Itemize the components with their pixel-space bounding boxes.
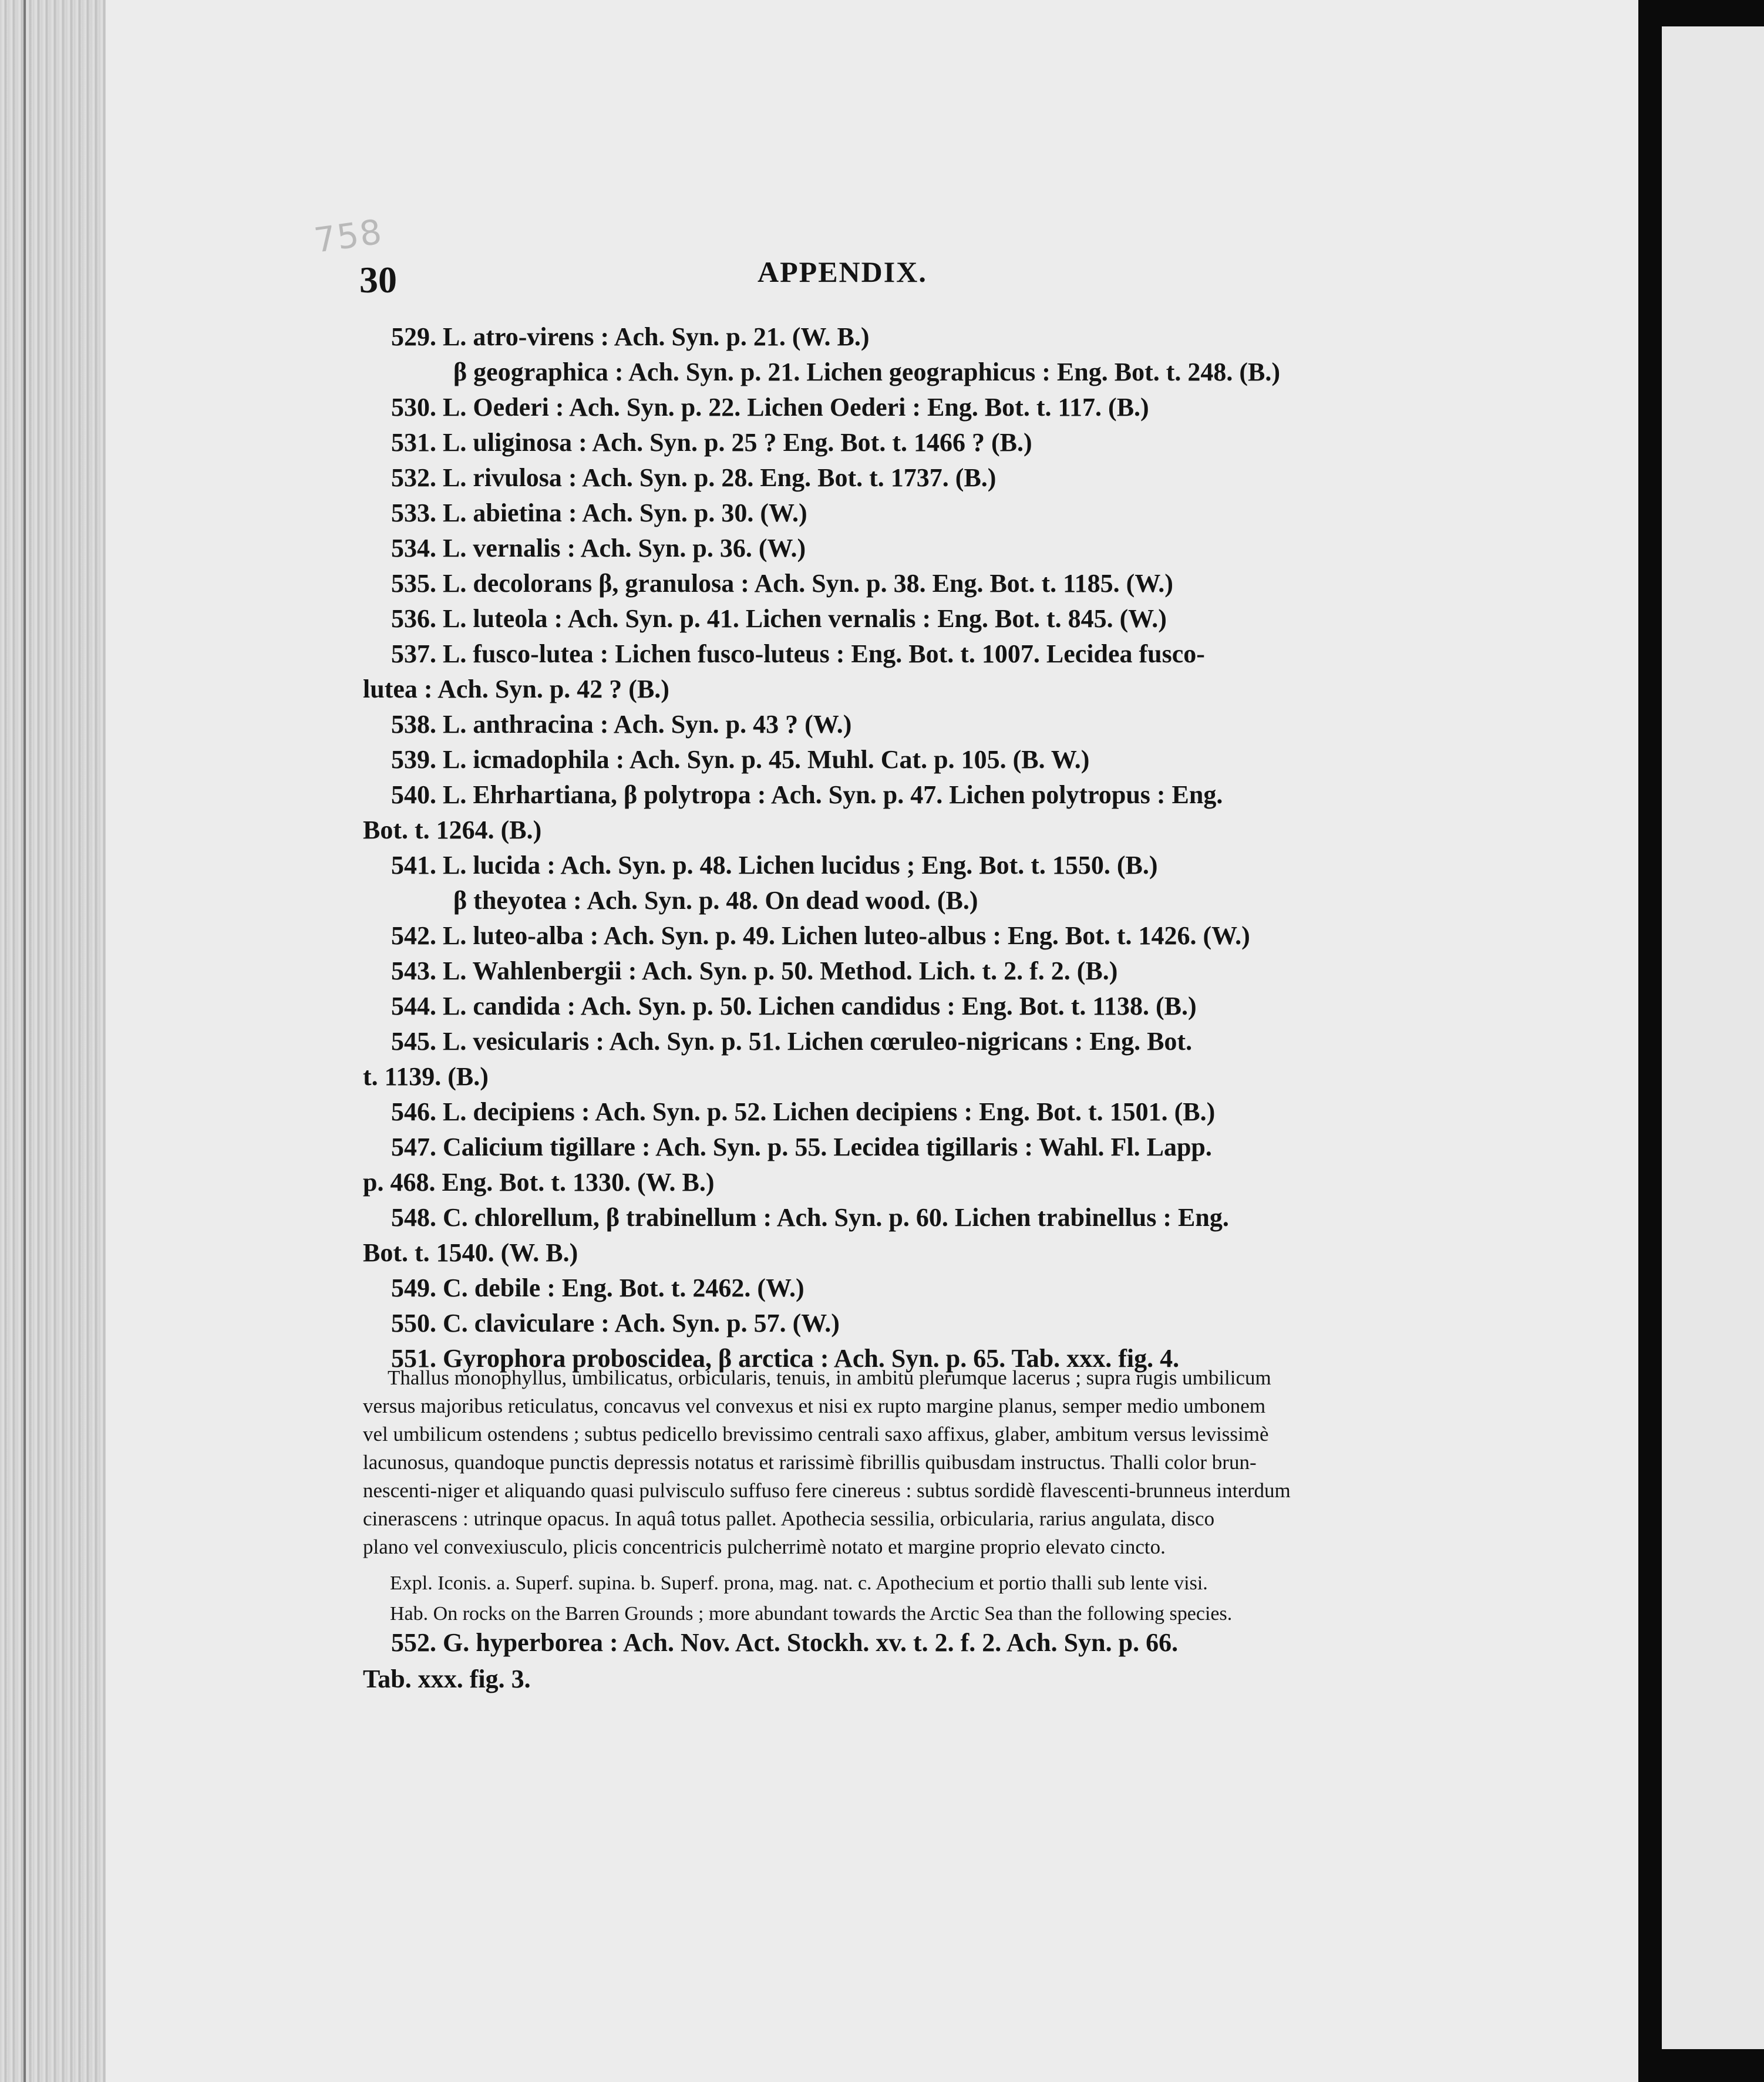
entry-543: 543. L. Wahlenbergii : Ach. Syn. p. 50. Method. Lich. t. 2. f. 2. (B.) (391, 956, 1118, 985)
page-edge-shadow (0, 0, 106, 2082)
description-line-2: versus majoribus reticulatus, concavus vel convexus et nisi ex rupto margine planus, semper medio umbonem (363, 1394, 1266, 1417)
entry-532: 532. L. rivulosa : Ach. Syn. p. 28. Eng. Bot. t. 1737. (B.) (391, 463, 997, 492)
description-line-6: cinerascens : utrinque opacus. In aquâ totus pallet. Apothecia sessilia, orbicularia, rarius angulata, disco (363, 1507, 1215, 1530)
entry-548-cont: Bot. t. 1540. (W. B.) (363, 1238, 578, 1267)
entry-529-beta: β geographica : Ach. Syn. p. 21. Lichen geographicus : Eng. Bot. t. 248. (B.) (453, 358, 1281, 386)
entry-551: 551. Gyrophora proboscidea, β arctica : Ach. Syn. p. 65. Tab. xxx. fig. 4. (391, 1344, 1180, 1373)
entry-533: 533. L. abietina : Ach. Syn. p. 30. (W.) (391, 498, 807, 527)
page-number: 30 (359, 259, 397, 301)
facing-page-edge (1662, 26, 1764, 2049)
entry-537-cont: lutea : Ach. Syn. p. 42 ? (B.) (363, 675, 669, 703)
entry-545: 545. L. vesicularis : Ach. Syn. p. 51. Lichen cœruleo-nigricans : Eng. Bot. (391, 1027, 1193, 1056)
description-line-5: nescenti-niger et aliquando quasi pulvisculo suffuso fere cinereus : subtus sordidè flavescenti-brunneus interdum (363, 1479, 1291, 1502)
entry-529: 529. L. atro-virens : Ach. Syn. p. 21. (W. B.) (391, 322, 870, 351)
entry-542: 542. L. luteo-alba : Ach. Syn. p. 49. Lichen luteo-albus : Eng. Bot. t. 1426. (W.) (391, 921, 1250, 950)
pencil-annotation: 758 (311, 211, 385, 261)
habitat-note: Hab. On rocks on the Barren Grounds ; more abundant towards the Arctic Sea than the following species. (390, 1603, 1233, 1625)
entry-530: 530. L. Oederi : Ach. Syn. p. 22. Lichen Oederi : Eng. Bot. t. 117. (B.) (391, 393, 1149, 422)
entry-546: 546. L. decipiens : Ach. Syn. p. 52. Lichen decipiens : Eng. Bot. t. 1501. (B.) (391, 1097, 1216, 1126)
entry-538: 538. L. anthracina : Ach. Syn. p. 43 ? (W.) (391, 710, 852, 739)
description-line-1: Thallus monophyllus, umbilicatus, orbicularis, tenuis, in ambitu plerumque lacerus ; supra rugis umbilicum (388, 1366, 1271, 1389)
entry-541: 541. L. lucida : Ach. Syn. p. 48. Lichen lucidus ; Eng. Bot. t. 1550. (B.) (391, 851, 1158, 880)
entry-552: 552. G. hyperborea : Ach. Nov. Act. Stockh. xv. t. 2. f. 2. Ach. Syn. p. 66. (391, 1628, 1179, 1657)
entry-536: 536. L. luteola : Ach. Syn. p. 41. Lichen vernalis : Eng. Bot. t. 845. (W.) (391, 604, 1167, 633)
entry-535: 535. L. decolorans β, granulosa : Ach. Syn. p. 38. Eng. Bot. t. 1185. (W.) (391, 569, 1173, 598)
entry-550: 550. C. claviculare : Ach. Syn. p. 57. (W.) (391, 1309, 840, 1338)
running-header: APPENDIX. (758, 255, 927, 288)
description-line-4: lacunosus, quandoque punctis depressis notatus et rarissimè fibrillis quibusdam instructus. Thalli color brun- (363, 1451, 1257, 1474)
description-line-7: plano vel convexiusculo, plicis concentricis pulcherrimè notato et margine proprio elevato cincto. (363, 1535, 1166, 1558)
entry-544: 544. L. candida : Ach. Syn. p. 50. Lichen candidus : Eng. Bot. t. 1138. (B.) (391, 992, 1197, 1020)
entry-547: 547. Calicium tigillare : Ach. Syn. p. 55. Lecidea tigillaris : Wahl. Fl. Lapp. (391, 1133, 1212, 1161)
entry-552-cont: Tab. xxx. fig. 3. (363, 1665, 531, 1693)
entry-539: 539. L. icmadophila : Ach. Syn. p. 45. Muhl. Cat. p. 105. (B. W.) (391, 745, 1090, 774)
binding-line (23, 0, 26, 2082)
entry-540: 540. L. Ehrhartiana, β polytropa : Ach. Syn. p. 47. Lichen polytropus : Eng. (391, 780, 1223, 809)
icon-explanation: Expl. Iconis. a. Superf. supina. b. Superf. prona, mag. nat. c. Apothecium et portio thalli sub lente visi. (390, 1572, 1208, 1594)
entry-537: 537. L. fusco-lutea : Lichen fusco-luteus : Eng. Bot. t. 1007. Lecidea fusco- (391, 639, 1205, 668)
entry-547-cont: p. 468. Eng. Bot. t. 1330. (W. B.) (363, 1168, 715, 1197)
entry-545-cont: t. 1139. (B.) (363, 1062, 489, 1091)
entry-540-cont: Bot. t. 1264. (B.) (363, 816, 542, 844)
entry-531: 531. L. uliginosa : Ach. Syn. p. 25 ? Eng. Bot. t. 1466 ? (B.) (391, 428, 1032, 457)
entry-541-beta: β theyotea : Ach. Syn. p. 48. On dead wood. (B.) (453, 886, 978, 915)
description-line-3: vel umbilicum ostendens ; subtus pedicello brevissimo centrali saxo affixus, glaber, ambitum versus levissimè (363, 1423, 1269, 1446)
entry-548: 548. C. chlorellum, β trabinellum : Ach. Syn. p. 60. Lichen trabinellus : Eng. (391, 1203, 1229, 1232)
entry-534: 534. L. vernalis : Ach. Syn. p. 36. (W.) (391, 534, 806, 562)
entry-549: 549. C. debile : Eng. Bot. t. 2462. (W.) (391, 1274, 804, 1302)
